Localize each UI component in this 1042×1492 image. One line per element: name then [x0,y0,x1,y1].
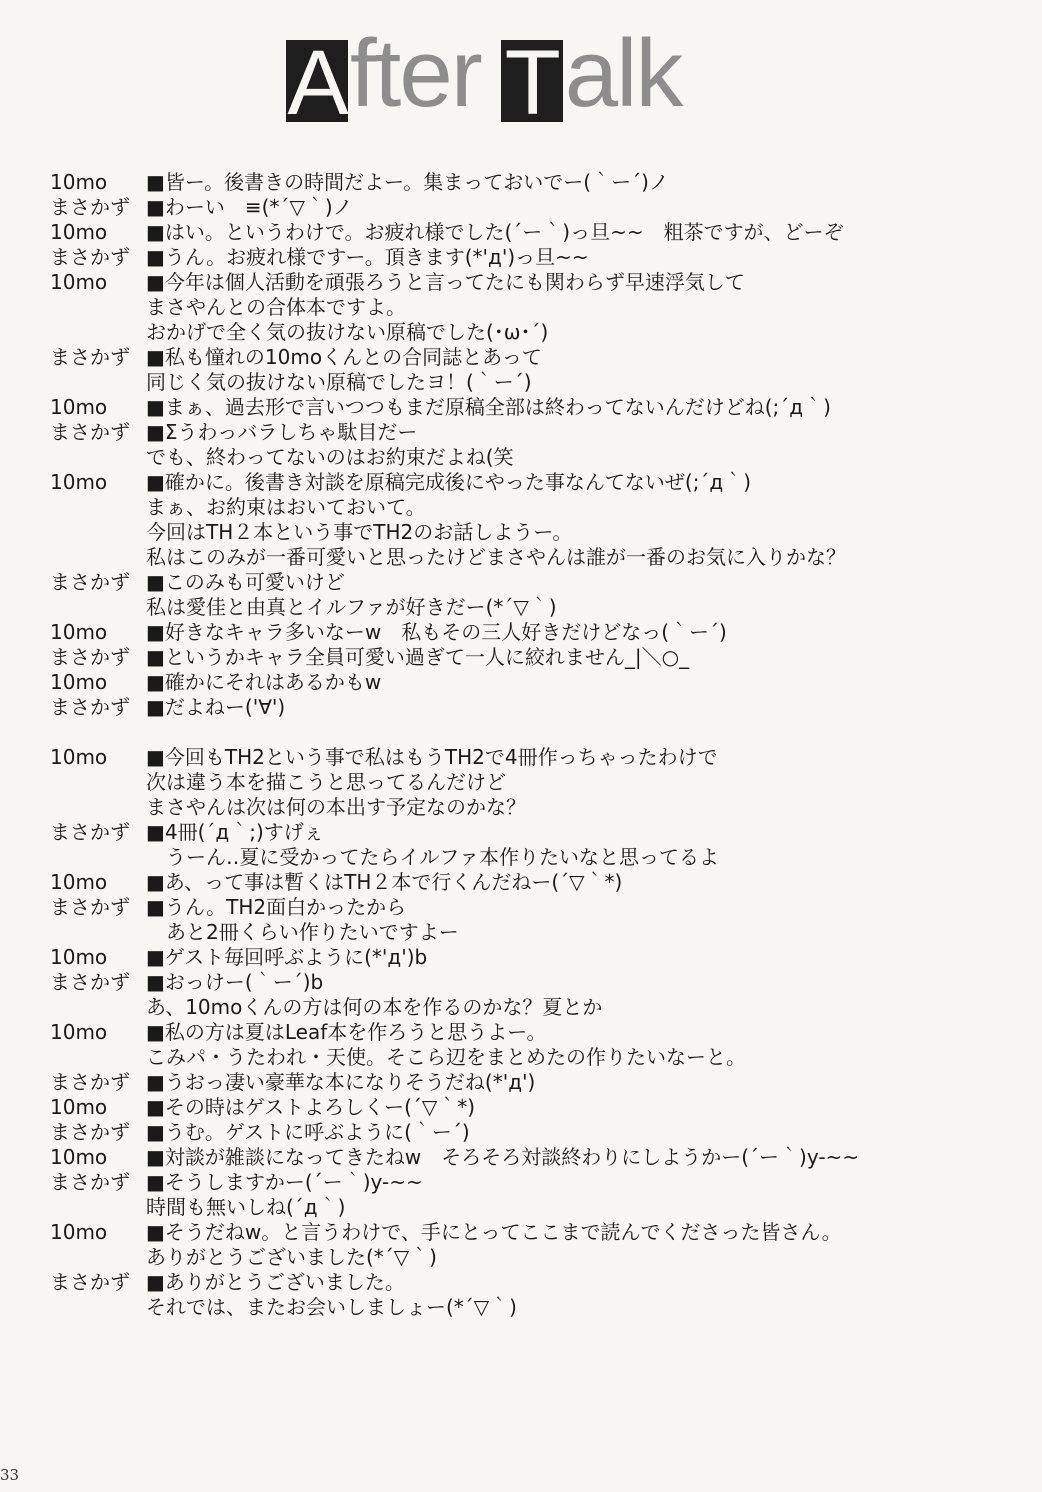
dialog-text: ■わーい ≡(*´▽｀)ノ [146,195,353,219]
dialog-text: ■ありがとうございました。 [146,1270,405,1294]
dialog-line [50,195,1010,220]
speaker-name: 10mo [50,1095,108,1119]
title-initial-t: T [501,40,563,122]
dialog-text: ■その時はゲストよろしくー(´▽｀*) [146,1095,476,1119]
speaker-name: 10mo [50,170,108,194]
dialog-line [50,895,1010,920]
dialog-text: ■うおっ凄い豪華な本になりそうだね(*'д') [146,1070,536,1094]
dialog-text: 今回はTH２本という事でTH2のお話しようー。 [146,520,573,544]
dialog-text: ■4冊(´д｀;)すげぇ [146,820,324,844]
dialog-text: ■対談が雑談になってきたねw そろそろ対談終わりにしようかー(´ー｀)y-~~ [146,1145,860,1169]
speaker-name: まさかず [50,345,130,369]
title-word-talk-rest: alk [564,20,682,127]
dialog-line [50,495,1010,520]
dialog-text: 次は違う本を描こうと思ってるんだけど [146,770,506,794]
dialog-line [50,820,1010,845]
speaker-name [50,370,146,395]
speaker-name [50,1195,146,1220]
dialog-line [50,245,1010,270]
speaker-name: 10mo [50,670,108,694]
dialog-text: ■だよねー('∀') [146,695,286,719]
title-initial-a: A [287,40,347,122]
dialog-line [50,445,1010,470]
speaker-name [50,1295,146,1320]
dialog-text: ■皆ー。後書きの時間だよー。集まっておいでー(｀ー´)ノ [146,170,669,194]
dialog-line [50,1170,1010,1195]
speaker-name: まさかず [50,645,130,669]
dialog-line [50,1120,1010,1145]
speaker-name: 10mo [50,1220,108,1244]
dialog-line [50,795,1010,820]
dialog-line [50,720,1010,770]
dialog-text: ■確かにそれはあるかもw [146,670,382,694]
speaker-name [50,545,146,570]
dialog-text: ■というかキャラ全員可愛い過ぎて一人に絞れません_|＼○_ [146,645,690,669]
page-title [286,20,682,127]
dialog-text: ■そうしますかー(´ー｀)y-~~ [146,1170,423,1194]
dialog-line [50,920,1010,945]
dialog-text: ■Σうわっバラしちゃ駄目だー [146,420,418,444]
dialog-transcript [50,170,1010,1320]
speaker-name: 10mo [50,1020,108,1044]
dialog-line [50,595,1010,620]
dialog-line [50,1295,1010,1320]
speaker-name: まさかず [50,420,130,444]
dialog-line [50,970,1010,995]
dialog-text: ■おっけー(｀ー´)b [146,970,324,994]
dialog-text: ■今回もTH2という事で私はもうTH2で4冊作っちゃったわけで [146,745,718,769]
dialog-text: ■そうだねw。と言うわけで、手にとってここまで読んでくださった皆さん。 [146,1220,842,1244]
dialog-line [50,945,1010,970]
speaker-name [50,320,146,345]
speaker-name [50,995,146,1020]
speaker-name: 10mo [50,945,108,969]
speaker-name [50,295,146,320]
dialog-text: ■好きなキャラ多いなーw 私もその三人好きだけどなっ(｀ー´) [146,620,727,644]
dialog-text: ■うん。お疲れ様ですー。頂きます(*'д')っ旦~~ [146,245,589,269]
dialog-text: まさやんは次は何の本出す予定なのかな？ [146,795,526,819]
speaker-name: まさかず [50,245,130,269]
dialog-line [50,320,1010,345]
dialog-line [50,295,1010,320]
speaker-name: 10mo [50,270,108,294]
speaker-name: まさかず [50,695,130,719]
dialog-line [50,470,1010,495]
dialog-text: まぁ、お約束はおいておいて。 [146,495,426,519]
speaker-name: 10mo [50,395,108,419]
dialog-line [50,370,1010,395]
dialog-text: それでは、またお会いしましょー(*´▽｀) [146,1295,517,1319]
speaker-name [50,595,146,620]
dialog-text: おかげで全く気の抜けない原稿でした(･ω･´) [146,320,549,344]
speaker-name: 10mo [50,745,108,769]
title-word-after-rest: fter [350,20,481,127]
speaker-name: 10mo [50,1145,108,1169]
dialog-text: 時間も無いしね(´д｀) [146,1195,346,1219]
dialog-line [50,570,1010,595]
dialog-text: 私はこのみが一番可愛いと思ったけどまさやんは誰が一番のお気に入りかな？ [146,545,846,569]
dialog-line [50,1220,1010,1245]
speaker-name [50,445,146,470]
page-number: 33 [0,1466,20,1484]
speaker-name [50,520,146,545]
dialog-line [50,695,1010,720]
speaker-name [50,1045,146,1070]
speaker-name: まさかず [50,1120,130,1144]
dialog-line [50,1070,1010,1095]
speaker-name [50,495,146,520]
speaker-name: 10mo [50,220,108,244]
speaker-name [50,845,146,870]
speaker-name: まさかず [50,195,130,219]
dialog-line [50,1245,1010,1270]
dialog-line [50,845,1010,870]
dialog-line [50,770,1010,795]
dialog-line [50,420,1010,445]
dialog-text: ■うん。TH2面白かったから [146,895,407,919]
dialog-text: 同じく気の抜けない原稿でしたヨ！(｀ー´) [146,370,532,394]
dialog-text: ■はい。というわけで。お疲れ様でした(´ー｀)っ旦~~ 粗茶ですが、どーぞ [146,220,844,244]
dialog-line [50,1095,1010,1120]
speaker-name [50,920,146,945]
speaker-name: 10mo [50,620,108,644]
dialog-line [50,870,1010,895]
dialog-line [50,620,1010,645]
dialog-text: こみパ・うたわれ・天使。そこら辺をまとめたの作りたいなーと。 [146,1045,746,1069]
dialog-text: でも、終わってないのはお約束だよね(笑 [146,445,514,469]
dialog-line [50,1270,1010,1295]
speaker-name [50,795,146,820]
dialog-line [50,270,1010,295]
dialog-text: ■今年は個人活動を頑張ろうと言ってたにも関わらず早速浮気して [146,270,745,294]
speaker-name: 10mo [50,870,108,894]
speaker-name: まさかず [50,570,130,594]
dialog-text: うーん‥夏に受かってたらイルファ本作りたいなと思ってるよ [146,845,719,869]
dialog-text: ■まぁ、過去形で言いつつもまだ原稿全部は終わってないんだけどね(;´д｀) [146,395,831,419]
dialog-text: ■このみも可愛いけど [146,570,345,594]
dialog-text: ■うむ。ゲストに呼ぶように(｀ー´) [146,1120,470,1144]
speaker-name: まさかず [50,1070,130,1094]
dialog-line [50,345,1010,370]
dialog-text: あと2冊くらい作りたいですよー [146,920,459,944]
dialog-text: まさやんとの合体本ですよ。 [146,295,406,319]
dialog-line [50,1045,1010,1070]
speaker-name: まさかず [50,970,130,994]
dialog-text: ■私の方は夏はLeaf本を作ろうと思うよー。 [146,1020,547,1044]
dialog-text: ありがとうございました(*´▽｀) [146,1245,437,1269]
speaker-name: 10mo [50,470,108,494]
dialog-text: ■ゲスト毎回呼ぶように(*'д')b [146,945,428,969]
dialog-line [50,1020,1010,1045]
speaker-name [50,770,146,795]
dialog-line [50,395,1010,420]
dialog-text: ■私も憧れの10moくんとの合同誌とあって [146,345,542,369]
speaker-name: まさかず [50,820,130,844]
dialog-line [50,170,1010,195]
dialog-line [50,645,1010,670]
dialog-text: 私は愛佳と由真とイルファが好きだー(*´▽｀) [146,595,557,619]
dialog-line [50,220,1010,245]
speaker-name: まさかず [50,895,130,919]
dialog-text: ■あ、って事は暫くはTH２本で行くんだねー(´▽｀*) [146,870,623,894]
dialog-line [50,520,1010,545]
dialog-line [50,545,1010,570]
dialog-line [50,670,1010,695]
speaker-name [50,1245,146,1270]
dialog-text: ■確かに。後書き対談を原稿完成後にやった事なんてないぜ(;´д｀) [146,470,752,494]
dialog-line [50,995,1010,1020]
dialog-text: あ、10moくんの方は何の本を作るのかな？夏とか [146,995,603,1019]
dialog-line [50,1145,1010,1170]
speaker-name: まさかず [50,1170,130,1194]
dialog-line [50,1195,1010,1220]
speaker-name: まさかず [50,1270,130,1294]
